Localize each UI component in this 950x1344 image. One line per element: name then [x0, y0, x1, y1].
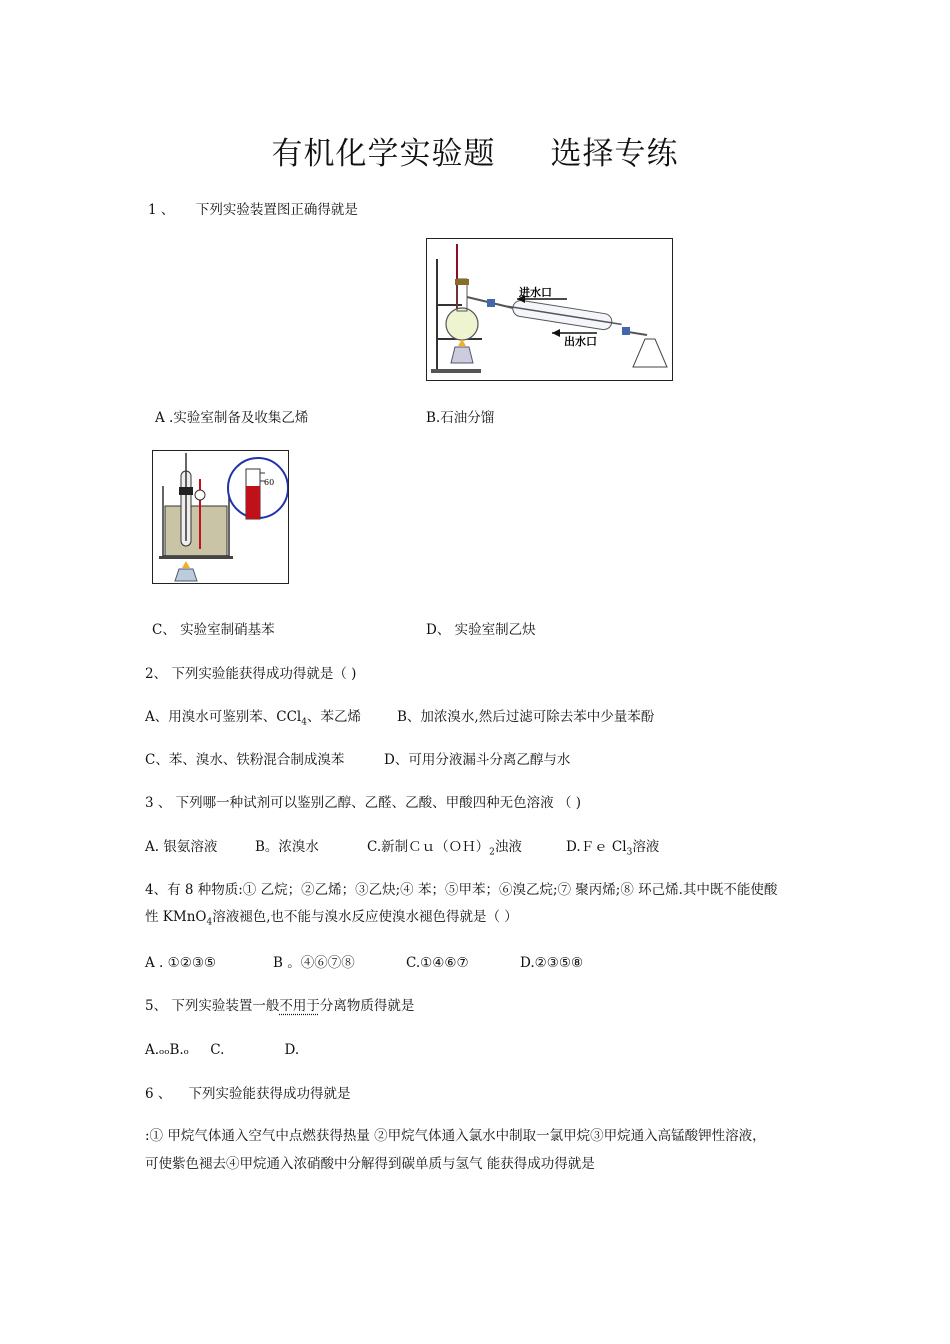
- q3-option-c: C.新制$Cu(OH)_2$浊液: [367, 839, 522, 858]
- nitration-figure: [152, 450, 289, 584]
- q5-stem: 5、 下列实验装置一般不用于分离物质得就是: [145, 998, 415, 1014]
- thermometer-reading: 60: [264, 478, 275, 487]
- q6-stem: 6 、 下列实验能获得成功得就是: [145, 1086, 351, 1102]
- water-out-label: 出水口: [564, 335, 597, 348]
- distillation-figure: [426, 238, 673, 381]
- q2-stem: 2、 下列实验能获得成功得就是（ ): [145, 666, 357, 682]
- q4-stem-line1: 4、有 8 种物质:① 乙烷；②乙烯；③乙炔;④ 苯；⑤甲苯；⑥溴乙烷;⑦ 聚丙烯;⑧ 环己烯.其中既不能使酸: [145, 882, 778, 898]
- q3-stem: 3 、 下列哪一种试剂可以鉴别乙醇、乙醛、乙酸、甲酸四种无色溶液 （ ): [145, 795, 582, 811]
- q2-option-d: D、可用分液漏斗分离乙醇与水: [384, 752, 571, 768]
- q1-option-b: B.石油分馏: [426, 410, 495, 426]
- q1-stem: 1 、 下列实验装置图正确得就是: [148, 202, 358, 218]
- water-in-label: 进水口: [519, 286, 552, 299]
- q4-option-a: A . ①②③⑤: [145, 955, 217, 971]
- q3-option-a: A. 银氨溶液: [145, 839, 218, 855]
- nitration-diagram: [153, 451, 288, 583]
- q4-option-d: D.②③⑤⑧: [520, 955, 584, 971]
- q4-option-b: B 。④⑥⑦⑧: [273, 955, 355, 971]
- q3-option-b: B。浓溴水: [255, 839, 319, 855]
- q6-body-line1: :① 甲烷气体通入空气中点燃获得热量 ②甲烷气体通入氯水中制取一氯甲烷③甲烷通入高锰酸钾性溶液，: [145, 1128, 766, 1144]
- page-title: 有机化学实验题 选择专练: [271, 136, 679, 172]
- q2-option-b: B、加浓溴水,然后过滤可除去苯中少量苯酚: [397, 709, 655, 725]
- q1-option-d: D、 实验室制乙炔: [426, 622, 536, 638]
- q2-option-c: C、苯、溴水、铁粉混合制成溴苯: [145, 752, 345, 768]
- q5-options: A.ₒₒB.ₒ C. D.: [145, 1042, 300, 1058]
- q6-body-line2: 可使紫色褪去④甲烷通入浓硝酸中分解得到碳单质与氢气 能获得成功得就是: [145, 1156, 595, 1172]
- q2-option-a: A、用溴水可鉴别苯、CCl$_4$、苯乙烯: [145, 709, 361, 728]
- q1-option-a: A .实验室制备及收集乙烯: [155, 410, 309, 426]
- q1-option-c: C、 实验室制硝基苯: [152, 622, 275, 638]
- q4-option-c: C.①④⑥⑦: [406, 955, 469, 971]
- q4-stem-line2: 性 KMnO$_4$溶液褪色,也不能与溴水反应使溴水褪色得就是（ ）: [145, 909, 518, 928]
- distillation-diagram: [427, 239, 672, 380]
- q3-option-d: D.Ｆｅ $Cl_3$溶液: [566, 839, 660, 858]
